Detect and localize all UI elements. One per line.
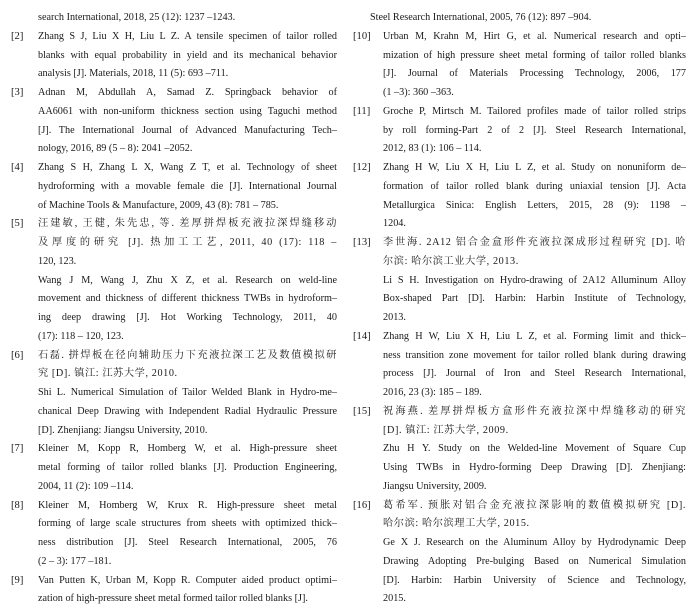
reference-line: Drawing Adopting Pre-bulging Based on Numerical Simulation	[383, 553, 686, 572]
reference-line: ness transition zone movement for tailor rolled blank during drawing	[383, 347, 686, 366]
reference-number: [9]	[11, 572, 23, 591]
reference-continuation	[353, 9, 686, 28]
reference-line: 2016, 23 (3): 185 – 189.	[383, 384, 686, 403]
reference-line: Kleiner M, Kopp R, Homberg W, et al. High-pressure sheet	[38, 440, 337, 459]
reference-line: nology, 2016, 89 (5 – 8): 2041 –2052.	[38, 140, 337, 159]
reference-number: [4]	[11, 159, 23, 178]
reference-entry	[11, 440, 337, 496]
reference-line: Steel Research International, 2005, 76 (12): 897 –904.	[370, 9, 686, 28]
reference-entry	[11, 497, 337, 572]
reference-line: blanks with equal probability in yield and its mechanical behavior	[38, 47, 337, 66]
reference-number: [5]	[11, 215, 23, 234]
reference-number: [16]	[353, 497, 371, 516]
reference-entry	[11, 159, 337, 215]
reference-entry	[353, 328, 686, 403]
reference-number: [7]	[11, 440, 23, 459]
reference-line: mization of high pressure sheet metal forming of tailor rolled blanks	[383, 47, 686, 66]
reference-number: [14]	[353, 328, 371, 347]
reference-line: formation of tailor rolled blank during uniaxial tension [J]. Acta	[383, 178, 686, 197]
reference-line: 2004, 11 (2): 109 –114.	[38, 478, 337, 497]
reference-number: [10]	[353, 28, 371, 47]
reference-line: Shi L. Numerical Simulation of Tailor Welded Blank in Hydro-me–	[38, 384, 337, 403]
reference-line: Adnan M, Abdullah A, Samad Z. Springback behavior of	[38, 84, 337, 103]
reference-line: 究 [D]. 镇江: 江苏大学, 2010.	[38, 365, 337, 384]
reference-line: (17): 118 – 120, 123.	[38, 328, 337, 347]
reference-number: [2]	[11, 28, 23, 47]
reference-line: by roll forming-Part 2 of 2 [J]. Steel Research International,	[383, 122, 686, 141]
reference-line: Zhang S J, Liu X H, Liu L Z. A tensile specimen of tailor rolled	[38, 28, 337, 47]
reference-line: 2013.	[383, 309, 686, 328]
reference-line: (2 – 3): 177 –181.	[38, 553, 337, 572]
reference-line: Zhang H W, Liu X H, Liu L Z, et al. Study on nonuniform de–	[383, 159, 686, 178]
reference-entry	[11, 84, 337, 159]
reference-entry	[353, 234, 686, 328]
reference-line: AA6061 with non-uniform thickness section using Taguchi method	[38, 103, 337, 122]
reference-entry	[353, 159, 686, 234]
reference-line: analysis [J]. Materials, 2018, 11 (5): 693 –711.	[38, 65, 337, 84]
reference-line: [D]. Harbin: Harbin University of Science and Technology,	[383, 572, 686, 591]
reference-line: Ge X J. Research on the Aluminum Alloy by Hydrodynamic Deep	[383, 534, 686, 553]
reference-entry	[11, 215, 337, 346]
reference-line: ness distribution [J]. Steel Research International, 2005, 76	[38, 534, 337, 553]
reference-line: 120, 123.	[38, 253, 337, 272]
reference-line: 尔滨: 哈尔滨工业大学, 2013.	[383, 253, 686, 272]
reference-entry	[353, 103, 686, 159]
reference-number: [12]	[353, 159, 371, 178]
reference-line: Van Putten K, Urban M, Kopp R. Computer aided product optimi–	[38, 572, 337, 591]
reference-line: 汪建敏, 王健, 朱先忠, 等. 差厚拼焊板充液拉深焊缝移动	[38, 215, 337, 234]
reference-number: [11]	[353, 103, 370, 122]
reference-line: forming of large scale structures from sheets with optimized thick–	[38, 515, 337, 534]
reference-entry	[353, 28, 686, 103]
reference-line: 2015.	[383, 590, 686, 609]
reference-line: Kleiner M, Homberg W, Krux R. High-pressure sheet metal	[38, 497, 337, 516]
reference-line: (1 –3): 360 –363.	[383, 84, 686, 103]
reference-continuation	[11, 9, 337, 28]
reference-line: Urban M, Krahn M, Hirt G, et al. Numerical research and opti–	[383, 28, 686, 47]
reference-entry	[353, 497, 686, 609]
reference-number: [3]	[11, 84, 23, 103]
reference-line: 哈尔滨: 哈尔滨理工大学, 2015.	[383, 515, 686, 534]
reference-line: metal forming of tailor rolled blanks [J]. Production Engineering,	[38, 459, 337, 478]
reference-line: Jiangsu University, 2009.	[383, 478, 686, 497]
reference-column-right	[353, 9, 686, 609]
reference-number: [6]	[11, 347, 23, 366]
reference-line: [D]. Zhenjiang: Jiangsu University, 2010.	[38, 422, 337, 441]
reference-line: chanical Deep Drawing with Independent Radial Hydraulic Pressure	[38, 403, 337, 422]
reference-line: Metallurgica Sinica: English Letters, 2015, 28 (9): 1198 –	[383, 197, 686, 216]
reference-line: of Machine Tools & Manufacture, 2009, 43 (8): 781 – 785.	[38, 197, 337, 216]
reference-number: [15]	[353, 403, 371, 422]
reference-line: 葛希军. 预胀对铝合金充液拉深影响的数值模拟研究 [D].	[383, 497, 686, 516]
reference-line: ing deep drawing [J]. Hot Working Technology, 2011, 40	[38, 309, 337, 328]
reference-line: [J]. The International Journal of Advanced Manufacturing Tech–	[38, 122, 337, 141]
reference-line: Zhang S H, Zhang L X, Wang Z T, et al. Technology of sheet	[38, 159, 337, 178]
reference-line: Zhu H Y. Study on the Welded-line Movement of Square Cup	[383, 440, 686, 459]
reference-line: 1204.	[383, 215, 686, 234]
reference-line: hydroforming with a movable female die [J]. International Journal	[38, 178, 337, 197]
reference-entry	[11, 572, 337, 609]
reference-entry	[353, 403, 686, 497]
reference-line: Wang J M, Wang J, Zhu X Z, et al. Research on weld-line	[38, 272, 337, 291]
reference-line: 李世海. 2A12 铝合金盒形件充液拉深成形过程研究 [D]. 哈	[383, 234, 686, 253]
reference-line: search International, 2018, 25 (12): 1237 –1243.	[38, 9, 337, 28]
reference-line: Li S H. Investigation on Hydro-drawing of 2A12 Alluminum Alloy	[383, 272, 686, 291]
reference-line: zation of high-pressure sheet metal formed tailor rolled blanks [J].	[38, 590, 337, 609]
reference-line: Using TWBs in Hydro-forming Deep Drawing [D]. Zhenjiang:	[383, 459, 686, 478]
reference-entry	[11, 28, 337, 84]
reference-number: [13]	[353, 234, 371, 253]
reference-entry	[11, 347, 337, 441]
reference-line: Groche P, Mirtsch M. Tailored profiles made of tailor rolled strips	[383, 103, 686, 122]
reference-line: 祝海燕. 差厚拼焊板方盒形件充液拉深中焊缝移动的研究	[383, 403, 686, 422]
reference-line: [J]. Journal of Materials Processing Technology, 2006, 177	[383, 65, 686, 84]
reference-line: movement and thickness of different thickness TWBs in hydroform–	[38, 290, 337, 309]
reference-line: process [J]. Journal of Iron and Steel Research International,	[383, 365, 686, 384]
reference-line: Zhang H W, Liu X H, Liu L Z, et al. Forming limit and thick–	[383, 328, 686, 347]
reference-number: [8]	[11, 497, 23, 516]
reference-line: 石磊. 拼焊板在径向辅助压力下充液拉深工艺及数值模拟研	[38, 347, 337, 366]
reference-line: 2012, 83 (1): 106 – 114.	[383, 140, 686, 159]
reference-line: [D]. 镇江: 江苏大学, 2009.	[383, 422, 686, 441]
reference-line: Box-shaped Part [D]. Harbin: Harbin Institute of Technology,	[383, 290, 686, 309]
reference-line: 及厚度的研究 [J]. 热加工工艺, 2011, 40 (17): 118 –	[38, 234, 337, 253]
reference-column-left	[11, 9, 337, 609]
